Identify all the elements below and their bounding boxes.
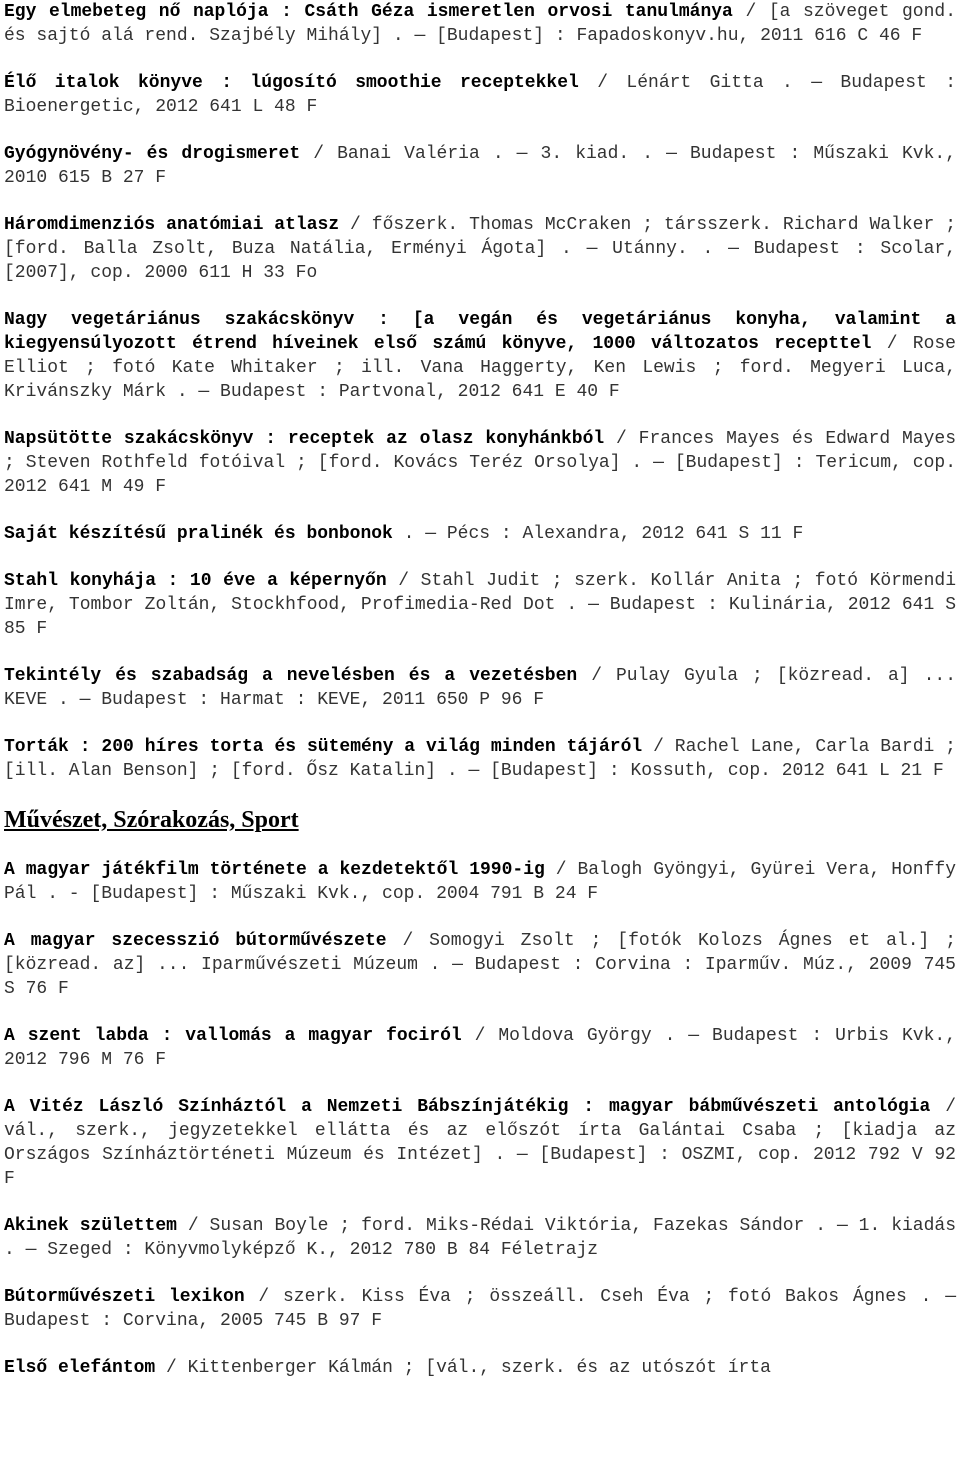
catalog-entry	[4, 1356, 956, 1380]
entry-title: Napsütötte szakácskönyv : receptek az olasz konyhánkból	[4, 429, 605, 449]
entry-details: / Somogyi Zsolt ; [fotók Kolozs Ágnes et al.] ; [közread. az] ... Iparművészeti Múzeum . — Budapest : Corvina : Iparműv. Múz., 2009 745 S 76 F	[4, 931, 957, 999]
catalog-entry	[4, 427, 956, 499]
catalog-entry	[4, 71, 956, 119]
entry-title: Bútorművészeti lexikon	[4, 1287, 245, 1307]
entry-details: / szerk. Kiss Éva ; összeáll. Cseh Éva ; fotó Bakos Ágnes . — Budapest : Corvina, 2005 745 B 97 F	[4, 1287, 956, 1331]
entry-details: / Susan Boyle ; ford. Miks-Rédai Viktória, Fazekas Sándor . — 1. kiadás . — Szeged : Könyvmolyképző K., 2012 780 B 84 Féletrajz	[4, 1216, 956, 1260]
entry-details: / Banai Valéria . — 3. kiad. . — Budapest : Műszaki Kvk., 2010 615 B 27 F	[4, 144, 956, 188]
entry-details: / Rose Elliot ; fotó Kate Whitaker ; ill. Vana Haggerty, Ken Lewis ; ford. Megyeri Luca, Krivánszky Márk . — Budapest : Partvonal, 2012 641 E 40 F	[4, 334, 956, 402]
catalog-entry	[4, 1095, 956, 1191]
catalog-entry	[4, 735, 956, 783]
entry-title: Egy elmebeteg nő naplója : Csáth Géza ismeretlen orvosi tanulmánya	[4, 2, 733, 22]
entry-title: Gyógynövény- és drogismeret	[4, 144, 301, 164]
entry-details: / Stahl Judit ; szerk. Kollár Anita ; fotó Körmendi Imre, Tombor Zoltán, Stockhfood, Profimedia-Red Dot . — Budapest : Kulinária, 2012 641 S 85 F	[4, 571, 956, 639]
entry-title: Nagy vegetáriánus szakácskönyv : [a vegán és vegetáriánus konyha, valamint a kiegyensúlyozott étrend híveinek első számú könyve, 1000 változatos recepttel	[4, 310, 956, 354]
entry-list-health	[4, 0, 956, 783]
entry-details: / Frances Mayes és Edward Mayes ; Steven Rothfeld fotóival ; [ford. Kovács Teréz Orsolya] . — [Budapest] : Tericum, cop. 2012 641 M 49 F	[4, 429, 956, 497]
catalog-entry	[4, 522, 956, 546]
catalog-entry	[4, 858, 956, 906]
entry-details: / Pulay Gyula ; [közread. a] ... KEVE . — Budapest : Harmat : KEVE, 2011 650 P 96 F	[4, 666, 956, 710]
entry-details: . — Pécs : Alexandra, 2012 641 S 11 F	[392, 524, 804, 544]
catalog-entry	[4, 664, 956, 712]
catalog-entry	[4, 1285, 956, 1333]
entry-details: / Lénárt Gitta . — Budapest : Bioenergetic, 2012 641 L 48 F	[4, 73, 956, 117]
entry-title: Stahl konyhája : 10 éve a képernyőn	[4, 571, 387, 591]
entry-details: / Kittenberger Kálmán ; [vál., szerk. és az utószót írta	[155, 1358, 771, 1378]
entry-details: / vál., szerk., jegyzetekkel ellátta és az előszót írta Galántai Csaba ; [kiadja az Országos Színháztörténeti Múzeum és Intézet] . — [Budapest] : OSZMI, cop. 2012 792 V 92 F	[4, 1097, 956, 1189]
catalog-entry	[4, 929, 956, 1001]
entry-list-arts	[4, 858, 956, 1380]
entry-title: Tekintély és szabadság a nevelésben és a vezetésben	[4, 666, 578, 686]
entry-details: / Balogh Gyöngyi, Gyürei Vera, Honffy Pál . - [Budapest] : Műszaki Kvk., cop. 2004 791 B 24 F	[4, 860, 956, 904]
entry-details: / Rachel Lane, Carla Bardi ; [ill. Alan Benson] ; [ford. Ősz Katalin] . — [Budapest] : Kossuth, cop. 2012 641 L 21 F	[4, 737, 956, 781]
entry-title: Háromdimenziós anatómiai atlasz	[4, 215, 340, 235]
entry-details: / [a szöveget gond. és sajtó alá rend. Szajbély Mihály] . — [Budapest] : Fapadoskonyv.hu, 2011 616 C 46 F	[4, 2, 956, 46]
entry-title: Torták : 200 híres torta és sütemény a világ minden tájáról	[4, 737, 643, 757]
catalog-entry	[4, 308, 956, 404]
entry-title: A magyar játékfilm története a kezdetektől 1990-ig	[4, 860, 545, 880]
catalog-entry	[4, 213, 956, 285]
entry-title: A magyar szecesszió bútorművészete	[4, 931, 387, 951]
catalog-entry	[4, 569, 956, 641]
document-page	[4, 0, 956, 1403]
entry-details: / főszerk. Thomas McCraken ; társszerk. Richard Walker ; [ford. Balla Zsolt, Buza Natália, Erményi Ágota] . — Utánny. . — Budapest : Scolar, [2007], cop. 2000 611 H 33 Fo	[4, 215, 957, 283]
entry-title: A szent labda : vallomás a magyar fociról	[4, 1026, 462, 1046]
catalog-entry	[4, 1024, 956, 1072]
entry-title: Első elefántom	[4, 1358, 156, 1378]
entry-title: A Vitéz László Színháztól a Nemzeti Bábszínjátékig : magyar bábművészeti antológia	[4, 1097, 931, 1117]
catalog-entry	[4, 1214, 956, 1262]
entry-title: Élő italok könyve : lúgosító smoothie receptekkel	[4, 73, 579, 93]
section-heading: Művészet, Szórakozás, Sport	[4, 807, 299, 833]
entry-title: Saját készítésű pralinék és bonbonok	[4, 524, 393, 544]
catalog-entry	[4, 142, 956, 190]
catalog-entry	[4, 0, 956, 48]
entry-title: Akinek születtem	[4, 1216, 177, 1236]
entry-details: / Moldova György . — Budapest : Urbis Kvk., 2012 796 M 76 F	[4, 1026, 957, 1070]
